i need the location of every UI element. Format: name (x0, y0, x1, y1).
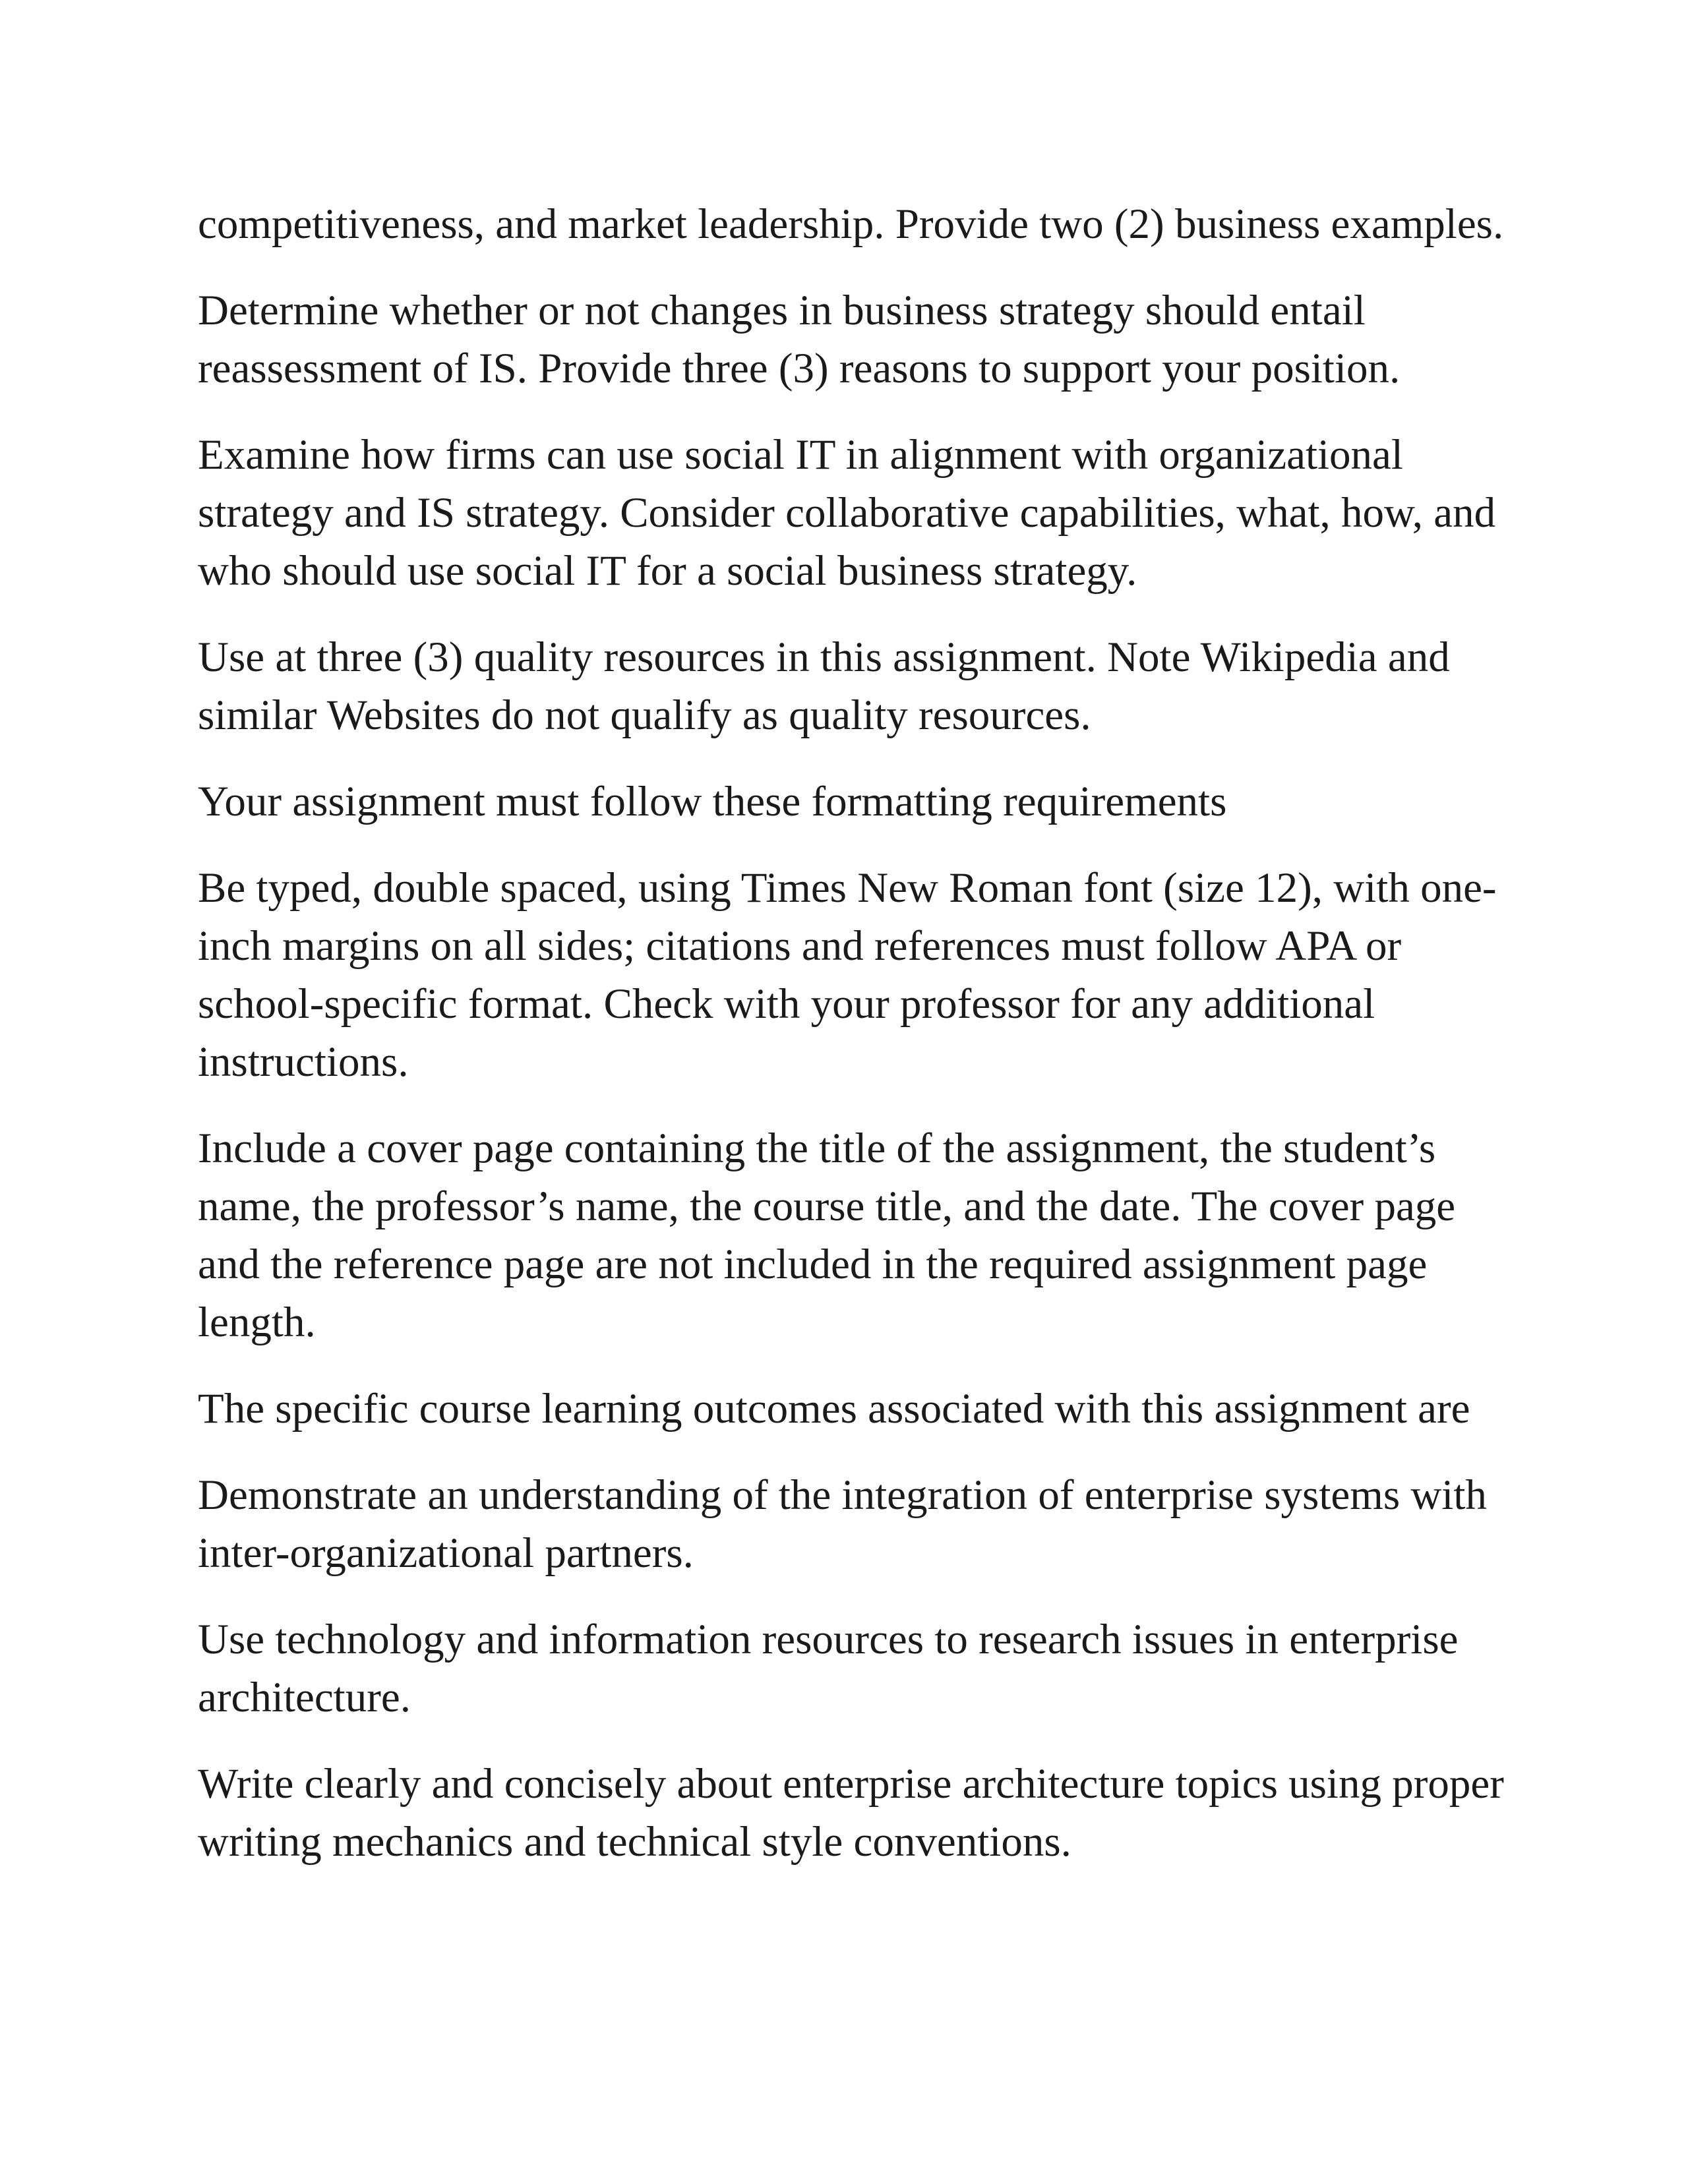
paragraph-formatting-heading: Your assignment must follow these formatting requirements (198, 778, 1227, 825)
paragraph-resources: Use at three (3) quality resources in this assignment. Note Wikipedia and similar Websites do not qualify as quality resources. (198, 634, 1450, 739)
paragraph-business-strategy: Determine whether or not changes in business strategy should entail reassessment of IS. Provide three (3) reasons to support your position. (198, 287, 1401, 392)
document-body (198, 195, 1510, 1899)
paragraph-outcomes-heading: The specific course learning outcomes associated with this assignment are (198, 1385, 1470, 1432)
paragraph-continuation: competitiveness, and market leadership. Provide two (2) business examples. (198, 200, 1504, 248)
paragraph-formatting-rules: Be typed, double spaced, using Times New Roman font (size 12), with one-inch margins on all sides; citations and references must follow APA or school-specific format. Check with your professor for any additional instructions. (198, 864, 1497, 1086)
paragraph-outcome-research: Use technology and information resources to research issues in enterprise architecture. (198, 1616, 1459, 1721)
paragraph-social-it: Examine how firms can use social IT in alignment with organizational strategy and IS strategy. Consider collaborative capabilities, what, how, and who should use social IT for a social business strategy. (198, 431, 1496, 595)
paragraph-cover-page: Include a cover page containing the title of the assignment, the student’s name, the professor’s name, the course title, and the date. The cover page and the reference page are not included in the required assignment page length. (198, 1125, 1456, 1346)
paragraph-outcome-integration: Demonstrate an understanding of the integration of enterprise systems with inter-organizational partners. (198, 1471, 1487, 1577)
paragraph-outcome-writing: Write clearly and concisely about enterprise architecture topics using proper writing mechanics and technical style conventions. (198, 1760, 1504, 1866)
